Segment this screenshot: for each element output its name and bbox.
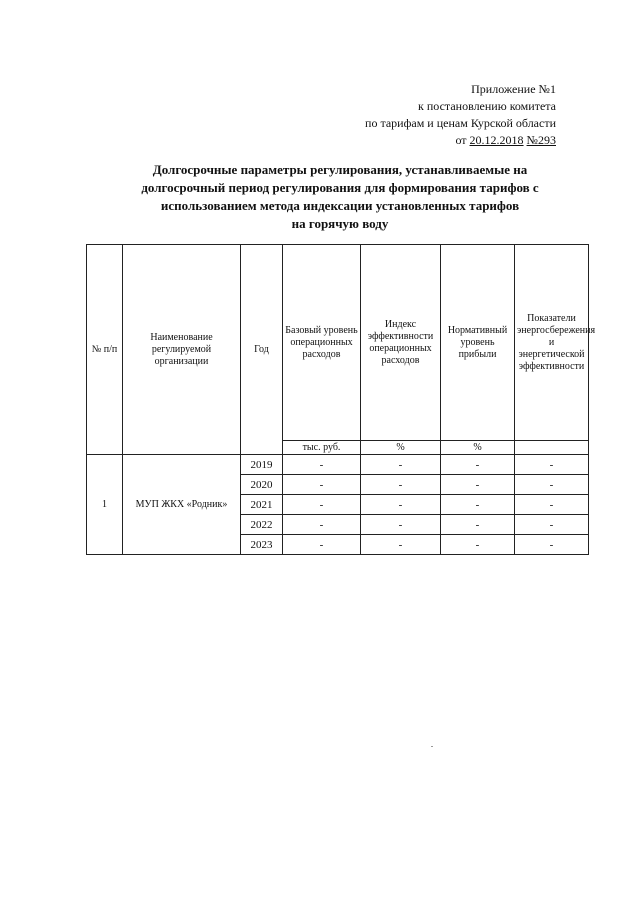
title-line-1: Долгосрочные параметры регулирования, устанавливаемые на [152, 162, 528, 177]
energy-value: - [515, 515, 589, 535]
index-value: - [361, 475, 441, 495]
annex-line-3: по тарифам и ценам Курской области [365, 116, 556, 130]
profit-value: - [441, 515, 515, 535]
annex-line-2: к постановлению комитета [418, 99, 556, 113]
unit-index: % [361, 441, 441, 455]
index-value: - [361, 515, 441, 535]
profit-value: - [441, 475, 515, 495]
header-index: Индекс эффективности операционных расходов [361, 245, 441, 441]
header-year: Год [241, 245, 283, 455]
header-num: № п/п [87, 245, 123, 455]
table-row [87, 455, 589, 475]
energy-value: - [515, 535, 589, 555]
base-value: - [283, 455, 361, 475]
title-line-2: долгосрочный период регулирования для формирования тарифов с [141, 180, 539, 195]
year-cell: 2019 [241, 455, 283, 475]
energy-value: - [515, 495, 589, 515]
unit-energy [515, 441, 589, 455]
title-line-4: на горячую воду [291, 216, 389, 231]
profit-value: - [441, 495, 515, 515]
year-cell: 2023 [241, 535, 283, 555]
annex-date: 20.12.2018 [469, 133, 524, 147]
annex-number: №293 [526, 133, 556, 147]
header-base: Базовый уровень операционных расходов [283, 245, 361, 441]
profit-value: - [441, 455, 515, 475]
parameters-table [86, 244, 596, 555]
annex-date-prefix: от [455, 133, 470, 147]
title-line-3: использованием метода индексации установленных тарифов [160, 198, 520, 213]
row-num: 1 [87, 455, 123, 555]
index-value: - [361, 495, 441, 515]
index-value: - [361, 455, 441, 475]
base-value: - [283, 515, 361, 535]
annex-block [300, 81, 556, 149]
row-org-name: МУП ЖКХ «Родник» [123, 455, 241, 555]
scan-speck [431, 746, 433, 747]
header-org: Наименование регулируемой организации [123, 245, 241, 455]
energy-value: - [515, 455, 589, 475]
header-row [87, 245, 589, 441]
document-title [100, 161, 580, 233]
year-cell: 2022 [241, 515, 283, 535]
year-cell: 2021 [241, 495, 283, 515]
annex-line-4 [300, 132, 556, 149]
header-energy: Показатели энергосбережения и энергетической эффективности [515, 245, 589, 441]
unit-base: тыс. руб. [283, 441, 361, 455]
energy-value: - [515, 475, 589, 495]
year-cell: 2020 [241, 475, 283, 495]
base-value: - [283, 475, 361, 495]
base-value: - [283, 535, 361, 555]
annex-line-1: Приложение №1 [471, 82, 556, 96]
base-value: - [283, 495, 361, 515]
unit-profit: % [441, 441, 515, 455]
header-profit: Нормативный уровень прибыли [441, 245, 515, 441]
index-value: - [361, 535, 441, 555]
profit-value: - [441, 535, 515, 555]
